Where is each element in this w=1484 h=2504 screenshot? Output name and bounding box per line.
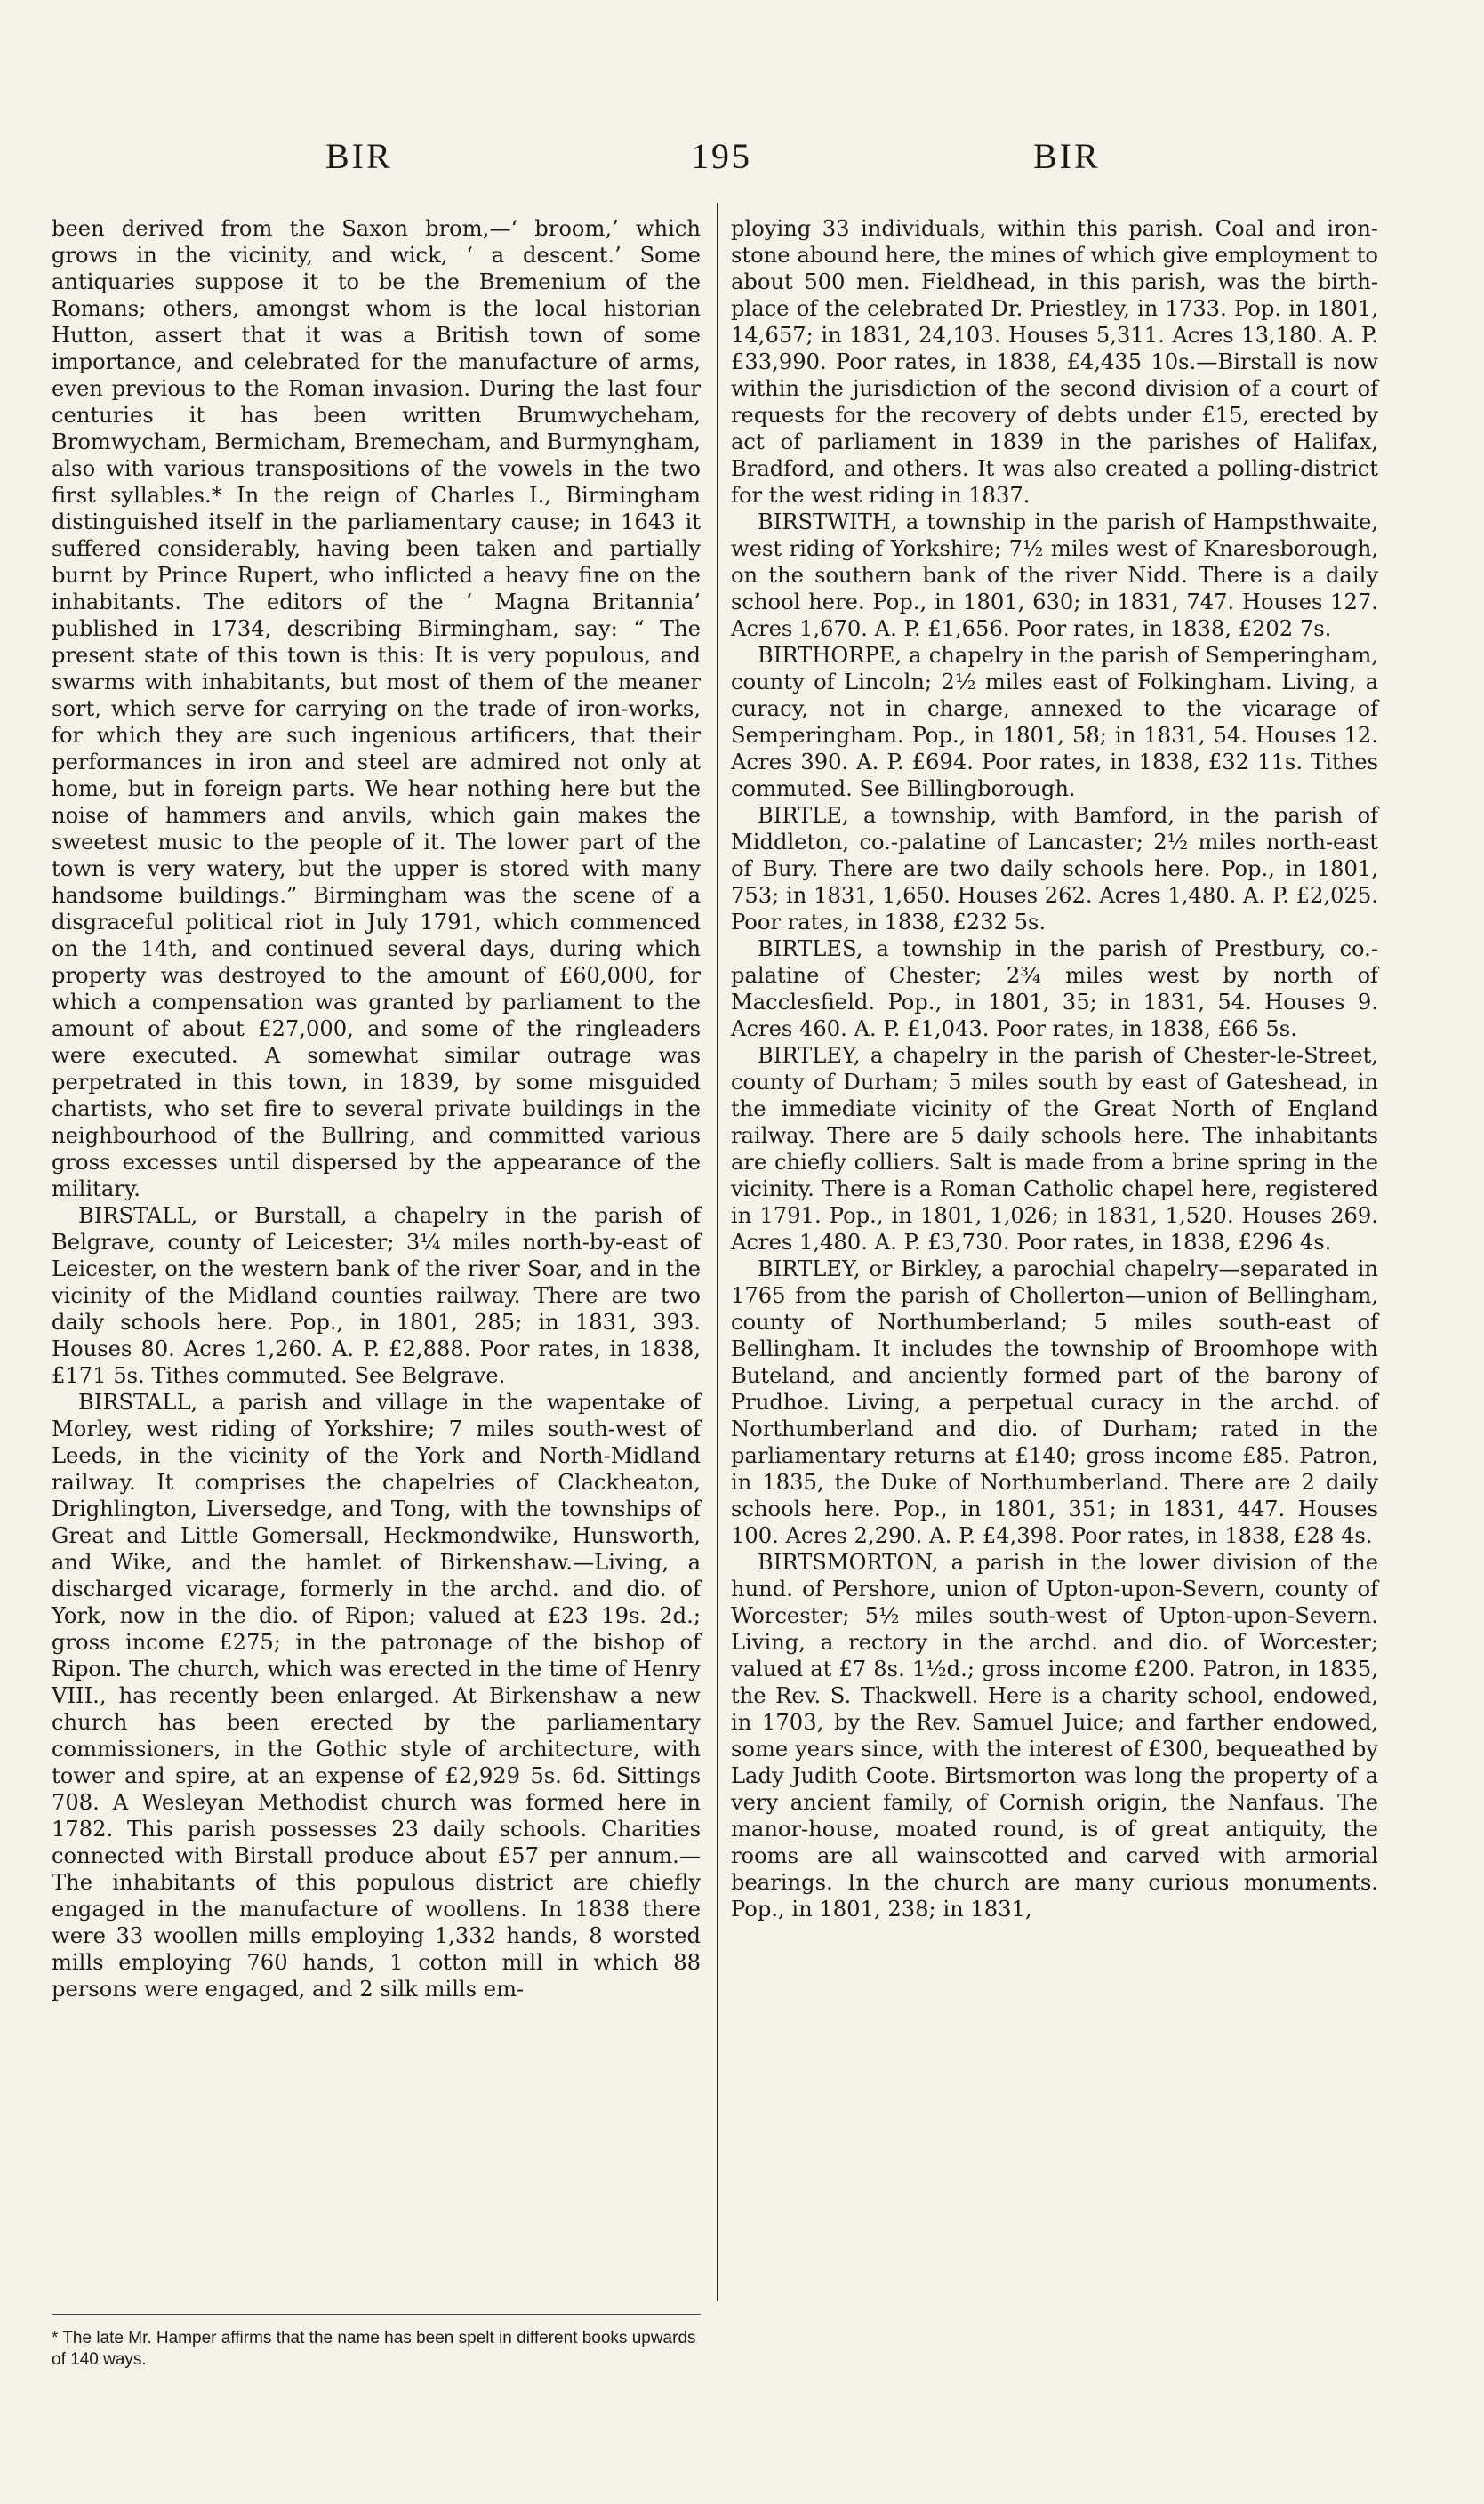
entry-birtles: BIRTLES, a township in the parish of Prestbury, co.-palatine of Chester; 2¾ miles west by north of Macclesfield. Pop., in 1801, 35; in 1831, 54. Houses 9. Acres 460. A. P. £1,043. Poor rates, in 1838, £66 5s. [731, 936, 1378, 1041]
entry-birstall-yorkshire: BIRSTALL, a parish and village in the wapentake of Morley, west riding of Yorkshire; 7 miles south-west of Leeds, in the vicinity of the York and North-Midland railway. It comprises the chapelries of Clackheaton, Drighlington, Liversedge, and Tong, with the townships of Great and Little Gomersall, Heckmondwike, Hunsworth, and Wike, and the hamlet of Birkenshaw.—Living, a discharged vicarage, formerly in the archd. and dio. of York, now in the dio. of Ripon; valued at £23 19s. 2d.; gross income £275; in the patronage of the bishop of Ripon. The church, which was erected in the time of Henry VIII., has recently been enlarged. At Birkenshaw a new church has been erected by the parliamentary commissioners, in the Gothic style of architecture, with tower and spire, at an expense of £2,929 5s. 6d. Sittings 708. A Wesleyan Methodist church was formed here in 1782. This parish possesses 23 daily schools. Charities connected with Birstall produce about £57 per annum.—The inhabitants of this populous district are chiefly engaged in the manufacture of woollens. In 1838 there were 33 woollen mills employing 1,332 hands, 8 worsted mills employing 760 hands, 1 cotton mill in which 88 persons were engaged, and 2 silk mills em- [52, 1390, 701, 2002]
header-right-word: BIR [1033, 136, 1101, 176]
left-column [52, 215, 701, 2002]
entry-birtley-northumberland: BIRTLEY, or Birkley, a parochial chapelry—separated in 1765 from the parish of Chollerton—union of Bellingham, county of Northumberland; 5 miles south-east of Bellingham. It includes the township of Broomhope with Buteland, and anciently formed part of the barony of Prudhoe. Living, a perpetual curacy in the archd. of Northumberland and dio. of Durham; rated in the parliamentary returns at £140; gross income £85. Patron, in 1835, the Duke of Northumberland. There are 2 daily schools here. Pop., in 1801, 351; in 1831, 447. Houses 100. Acres 2,290. A. P. £4,398. Poor rates, in 1838, £28 4s. [731, 1256, 1378, 1548]
column-divider [717, 203, 718, 2301]
header-left-word: BIR [325, 136, 393, 176]
footnote-rule [52, 2314, 701, 2315]
entry-birstall-leicester: BIRSTALL, or Burstall, a chapelry in the parish of Belgrave, county of Leicester; 3¼ miles north-by-east of Leicester, on the western bank of the river Soar, and in the vicinity of the Midland counties railway. There are two daily schools here. Pop., in 1801, 285; in 1831, 393. Houses 80. Acres 1,260. A. P. £2,888. Poor rates, in 1838, £171 5s. Tithes commuted. See Belgrave. [52, 1203, 701, 1388]
entry-birtle: BIRTLE, a township, with Bamford, in the parish of Middleton, co.-palatine of Lancaster; 2½ miles north-east of Bury. There are two daily schools here. Pop., in 1801, 753; in 1831, 1,650. Houses 262. Acres 1,480. A. P. £2,025. Poor rates, in 1838, £232 5s. [731, 803, 1378, 935]
running-header [0, 135, 1484, 189]
entry-birthorpe: BIRTHORPE, a chapelry in the parish of Semperingham, county of Lincoln; 2½ miles east of Folkingham. Living, a curacy, not in charge, annexed to the vicarage of Semperingham. Pop., in 1801, 58; in 1831, 54. Houses 12. Acres 390. A. P. £694. Poor rates, in 1838, £32 11s. Tithes commuted. See Billingborough. [731, 643, 1378, 801]
entry-birstwith: BIRSTWITH, a township in the parish of Hampsthwaite, west riding of Yorkshire; 7½ miles west of Knaresborough, on the southern bank of the river Nidd. There is a daily school here. Pop., in 1801, 630; in 1831, 747. Houses 127. Acres 1,670. A. P. £1,656. Poor rates, in 1838, £202 7s. [731, 510, 1378, 641]
footnote: * The late Mr. Hamper affirms that the name has been spelt in different books upwards of 140 ways. [52, 2329, 696, 2369]
right-column [731, 215, 1378, 1922]
entry-birtley-durham: BIRTLEY, a chapelry in the parish of Chester-le-Street, county of Durham; 5 miles south by east of Gateshead, in the immediate vicinity of the Great North of England railway. There are 5 daily schools here. The inhabitants are chiefly colliers. Salt is made from a brine spring in the vicinity. There is a Roman Catholic chapel here, registered in 1791. Pop., in 1801, 1,026; in 1831, 1,520. Houses 269. Acres 1,480. A. P. £3,730. Poor rates, in 1838, £296 4s. [731, 1043, 1378, 1255]
paragraph-birstall-continued: ploying 33 individuals, within this parish. Coal and iron-stone abound here, the mines of which give employment to about 500 men. Fieldhead, in this parish, was the birth-place of the celebrated Dr. Priestley, in 1733. Pop. in 1801, 14,657; in 1831, 24,103. Houses 5,311. Acres 13,180. A. P. £33,990. Poor rates, in 1838, £4,435 10s.—Birstall is now within the jurisdiction of the second division of a court of requests for the recovery of debts under £15, erected by act of parliament in 1839 in the parishes of Halifax, Bradford, and others. It was also created a polling-district for the west riding in 1837. [731, 216, 1378, 508]
entry-birtsmorton: BIRTSMORTON, a parish in the lower division of the hund. of Pershore, union of Upton-upon-Severn, county of Worcester; 5½ miles south-west of Upton-upon-Severn. Living, a rectory in the archd. and dio. of Worcester; valued at £7 8s. 1½d.; gross income £200. Patron, in 1835, the Rev. S. Thackwell. Here is a charity school, endowed, in 1703, by the Rev. Samuel Juice; and farther endowed, some years since, with the interest of £300, bequeathed by Lady Judith Coote. Birtsmorton was long the property of a very ancient family, of Cornish origin, the Nanfaus. The manor-house, moated round, is of great antiquity, the rooms are all wainscotted and carved with armorial bearings. In the church are many curious monuments. Pop., in 1801, 238; in 1831, [731, 1550, 1378, 1922]
page-number: 195 [691, 136, 752, 176]
paragraph-birmingham-continued: been derived from the Saxon brom,—‘ broom,’ which grows in the vicinity, and wick, ‘ a descent.’ Some antiquaries suppose it to be the Bremenium of the Romans; others, amongst whom is the local historian Hutton, assert that it was a British town of some importance, and celebrated for the manufacture of arms, even previous to the Roman invasion. During the last four centuries it has been written Brumwycheham, Bromwycham, Bermicham, Bremecham, and Burmyngham, also with various transpositions of the vowels in the two first syllables.* In the reign of Charles I., Birmingham distinguished itself in the parliamentary cause; in 1643 it suffered considerably, having been taken and partially burnt by Prince Rupert, who inflicted a heavy fine on the inhabitants. The editors of the ‘ Magna Britannia’ published in 1734, describing Birmingham, say: “ The present state of this town is this: It is very populous, and swarms with inhabitants, but most of them of the meaner sort, which serve for carrying on the trade of iron-works, for which they are such ingenious artificers, that their performances in iron and steel are admired not only at home, but in foreign parts. We hear nothing here but the noise of hammers and anvils, which gain makes the sweetest music to the people of it. The lower part of the town is very watery, but the upper is stored with many handsome buildings.” Birmingham was the scene of a disgraceful political riot in July 1791, which commenced on the 14th, and continued several days, during which property was destroyed to the amount of £60,000, for which a compensation was granted by parliament to the amount of about £27,000, and some of the ringleaders were executed. A somewhat similar outrage was perpetrated in this town, in 1839, by some misguided chartists, who set fire to several private buildings in the neighbourhood of the Bullring, and committed various gross excesses until dispersed by the appearance of the military. [52, 216, 701, 1201]
